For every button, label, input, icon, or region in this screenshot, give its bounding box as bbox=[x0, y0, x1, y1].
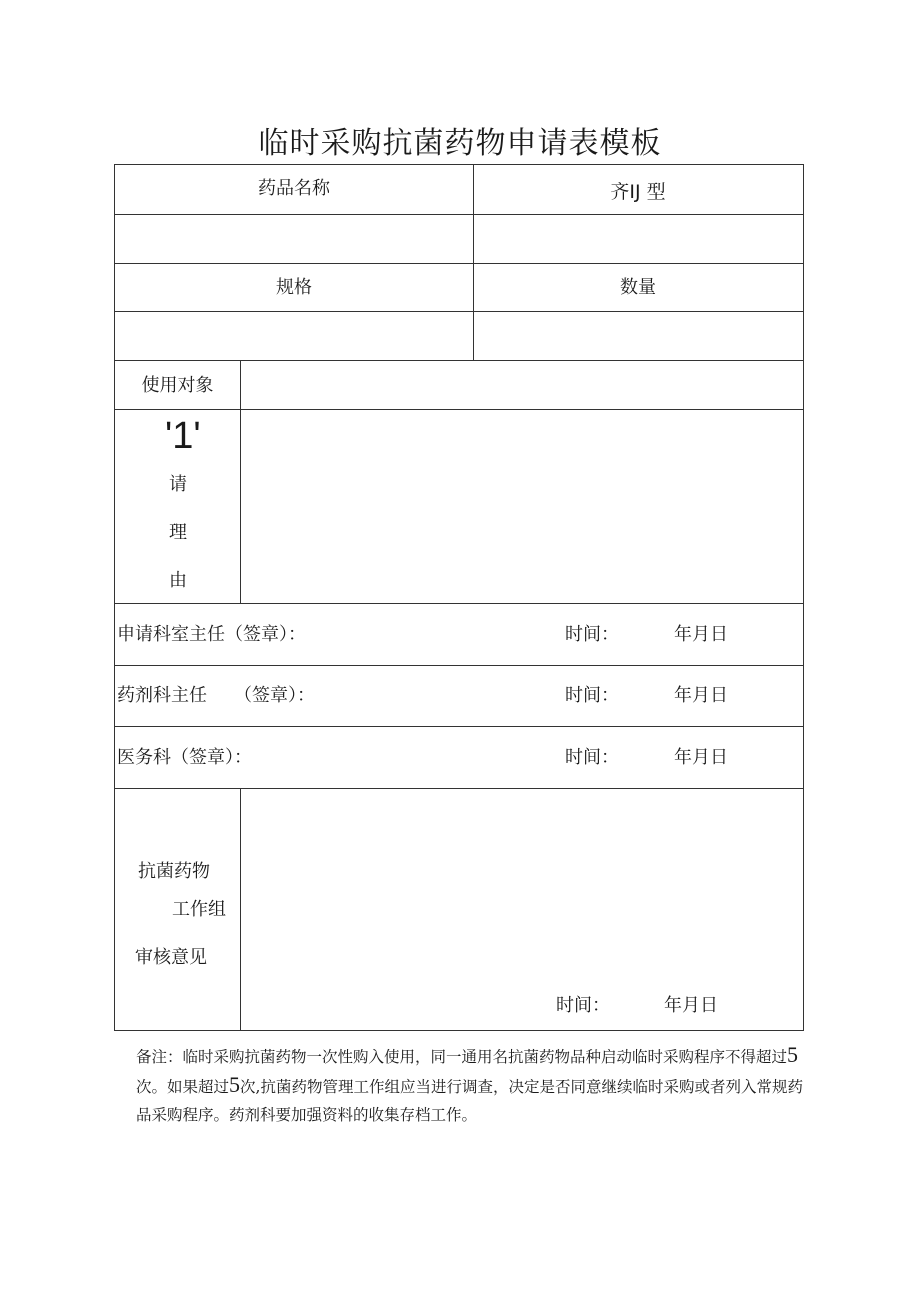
time-label: 时间： bbox=[556, 995, 610, 1016]
reason-mark: '1' bbox=[165, 415, 201, 457]
date-label: 年月日 bbox=[674, 747, 728, 768]
pharmacy-director-signature-label: 药剂科主任 （签章）： bbox=[117, 685, 315, 706]
drug-name-label: 药品名称 bbox=[258, 178, 330, 199]
application-form-table bbox=[114, 164, 804, 1031]
note-number: 5 bbox=[229, 1072, 241, 1097]
remarks-note bbox=[136, 1041, 808, 1129]
date-label: 年月日 bbox=[674, 624, 728, 645]
quantity-label: 数量 bbox=[620, 277, 656, 298]
row-divider bbox=[115, 311, 803, 312]
date-label: 年月日 bbox=[664, 995, 718, 1016]
row-divider bbox=[115, 788, 803, 789]
note-text: 次,抗菌药物管理工作组应当进行调查，决定是否同意继续临时采购或者列入常规药品采购程序。药剂科要加强资料的收集存档工作。 bbox=[136, 1078, 803, 1124]
time-label: 时间： bbox=[565, 685, 619, 706]
row-divider bbox=[115, 665, 803, 666]
row-divider bbox=[115, 214, 803, 215]
row-divider bbox=[115, 726, 803, 727]
note-text: 备注：临时采购抗菌药物一次性购入使用，同一通用名抗菌药物品种启动临时采购程序不得超过 bbox=[136, 1048, 788, 1066]
time-label: 时间： bbox=[565, 747, 619, 768]
col-divider bbox=[240, 788, 241, 1030]
reason-char: 由 bbox=[169, 570, 187, 591]
review-label-line2: 工作组 bbox=[172, 899, 226, 920]
dosage-form-label: 齐IJ 型 bbox=[610, 181, 666, 203]
row-divider bbox=[115, 409, 803, 410]
usage-target-label: 使用对象 bbox=[141, 375, 214, 396]
reason-char: 理 bbox=[169, 522, 187, 543]
review-label-line3: 审核意见 bbox=[135, 947, 207, 968]
reason-char: 请 bbox=[169, 474, 187, 495]
row-divider bbox=[115, 263, 803, 264]
date-label: 年月日 bbox=[674, 685, 728, 706]
note-number: 5 bbox=[787, 1042, 799, 1067]
specification-label: 规格 bbox=[276, 277, 312, 298]
row-divider bbox=[115, 603, 803, 604]
dept-director-signature-label: 申请科室主任（签章）： bbox=[117, 624, 306, 645]
row-divider bbox=[115, 360, 803, 361]
time-label: 时间： bbox=[565, 624, 619, 645]
page-title: 临时采购抗菌药物申请表模板 bbox=[258, 126, 662, 161]
review-label-line1: 抗菌药物 bbox=[138, 861, 210, 882]
note-text: 次。如果超过 bbox=[136, 1078, 230, 1096]
col-divider bbox=[240, 360, 241, 603]
medical-affairs-signature-label: 医务科（签章）： bbox=[117, 747, 252, 768]
